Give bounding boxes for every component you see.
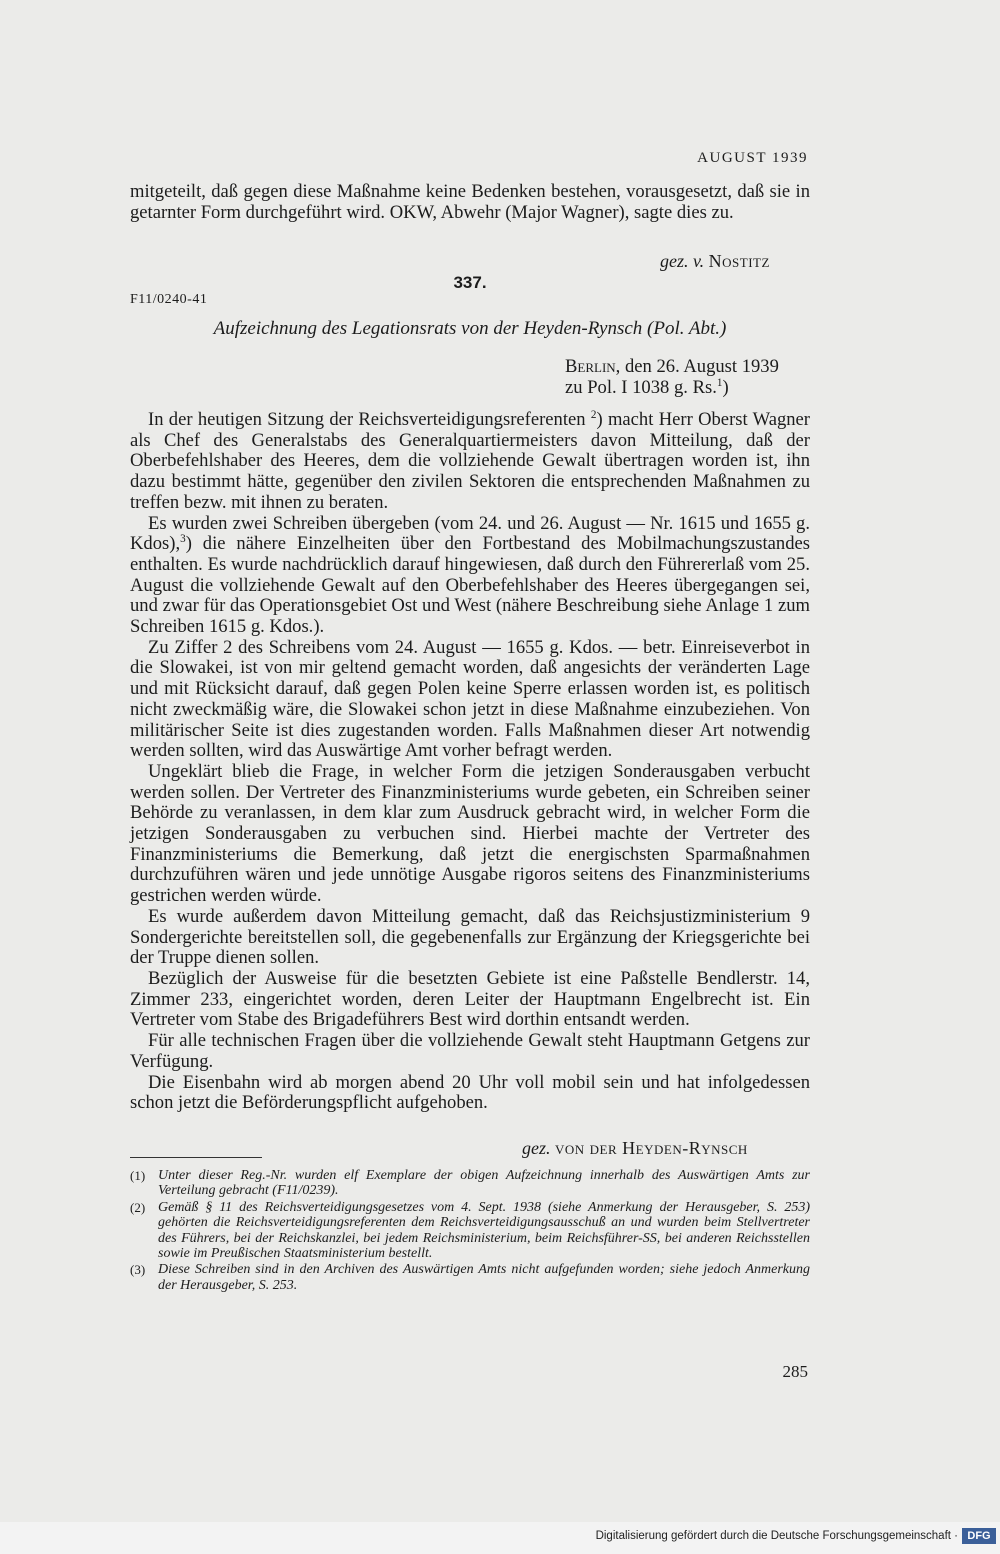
reference-text: zu Pol. I 1038 g. Rs. (565, 376, 717, 398)
reference-note: 1 (716, 376, 723, 389)
body-paragraph (130, 514, 810, 638)
footnote-text: Diese Schreiben sind in den Archiven des Auswärtigen Amts nicht aufgefunden worden; siehe jedoch Anmerkung der Herausgeber, S. 253. (158, 1262, 810, 1293)
footnote-text: Unter dieser Reg.-Nr. wurden elf Exemplare der obigen Aufzeichnung innerhalb des Auswärtigen Amts zur Verteilung gebracht (F11/0239). (158, 1168, 810, 1199)
running-head: AUGUST 1939 (697, 150, 808, 166)
continuation-text: mitgeteilt, daß gegen diese Maßnahme keine Bedenken bestehen, vorausgesetzt, daß sie in getarnter Form durchgeführt wird. OKW, Abwehr (Major Wagner), sagte dies zu. (130, 181, 810, 223)
previous-signature (660, 251, 770, 272)
page-number: 285 (782, 1362, 808, 1381)
footnote (130, 1168, 810, 1199)
footer-credit: Digitalisierung gefördert durch die Deutsche Forschungsgemeinschaft · (595, 1530, 958, 1542)
paragraph-text: In der heutigen Sitzung der Reichsverteidigungsreferenten (148, 409, 591, 430)
dfg-logo: DFG (962, 1528, 996, 1544)
paragraph-text: Es wurde außerdem davon Mitteilung gemacht, daß das Reichsjustizministerium 9 Sondergerichte bereitstellen soll, die gegebenenfalls zur Ergänzung der Kriegsgerichte bei der Truppe dienen sollen. (130, 905, 810, 969)
footnote-divider (130, 1157, 262, 1158)
body-paragraph (130, 410, 810, 514)
footnote (130, 1262, 810, 1293)
signature-name: von der Heyden-Rynsch (555, 1138, 748, 1158)
footnote-marker: (3) (130, 1262, 146, 1278)
footnote-marker: (1) (130, 1168, 146, 1183)
footnotes (130, 1168, 810, 1294)
body-paragraph (130, 638, 810, 762)
place-date-line (565, 357, 779, 378)
digitization-footer (0, 1522, 1000, 1554)
body-paragraph (130, 907, 810, 969)
footnote-text: Gemäß § 11 des Reichsverteidigungsgesetzes vom 4. Sept. 1938 (siehe Anmerkung der Herausgeber, S. 253) gehörten die Reichsverteidigungsreferenten dem Reichsverteidigungsausschuß an und wurden beim Stellvertreter des Führers, bei der Reichskanzlei, bei jedem Reichsministerium, beim Reichsführer-SS, bei anderen Reichsstellen sowie im Preußischen Staatsministerium bestellt. (158, 1199, 810, 1262)
footnote-ref: 2 (590, 408, 597, 421)
signature-name: Nostitz (708, 251, 770, 271)
document-title: Aufzeichnung des Legationsrats von der Heyden-Rynsch (Pol. Abt.) (213, 318, 727, 339)
reference-line: zu Pol. I 1038 g. Rs.$^1$) (565, 376, 729, 398)
paragraph-text: Bezüglich der Ausweise für die besetzten Gebiete ist eine Paßstelle Bendlerstr. 14, Zimmer 233, eingerichtet worden, deren Leiter der Hauptmann Engelbrecht ist. Ein Vertreter vom Stabe des Brigadeführers Best wird dorthin entsandt werden. (130, 967, 810, 1031)
paragraph-text: Die Eisenbahn wird ab morgen abend 20 Uhr voll mobil sein und hat infolgedessen schon jetzt die Beförderungspflicht aufgehoben. (130, 1071, 810, 1114)
body-paragraph (130, 762, 810, 907)
body-paragraph (130, 1073, 810, 1114)
paragraph-text: ) die nähere Einzelheiten über den Fortbestand des Mobilmachungszustandes enthalten. Es wurde nachdrücklich darauf hingewiesen, daß durch den Führererlaß vom 25. August die vollziehende Gewalt auf den Oberbefehlshaber des Heeres übergegangen sei, und zwar für das Operationsgebiet Ost und West (nähere Beschreibung siehe Anlage 1 zum Schreiben 1615 g. Kdos.). (130, 533, 810, 638)
paragraph-text: Zu Ziffer 2 des Schreibens vom 24. August — 1655 g. Kdos. — betr. Einreiseverbot in die Slowakei, ist von mir geltend gemacht worden, daß angesichts der veränderten Lage und mit Rücksicht darauf, daß gegen Polen keine Sperre erlassen worden ist, es politisch nicht zweckmäßig wäre, die Slowakei schon jetzt in diese Maßnahme einzubeziehen. Von militärischer Seite ist dies zugestanden worden. Falls Maßnahmen dieser Art notwendig werden sollten, wird das Auswärtige Amt vorher befragt werden. (130, 636, 810, 762)
place-date-block (565, 357, 779, 398)
signature-prefix: gez. v. (660, 251, 705, 271)
body-text (130, 410, 810, 1114)
closing-signature (522, 1138, 748, 1159)
footnote-ref: 3 (180, 533, 186, 546)
signature-prefix: gez. (522, 1138, 551, 1158)
file-reference: F11/0240-41 (130, 292, 208, 307)
footnote (130, 1200, 810, 1262)
continuation-paragraph (130, 182, 810, 223)
place: Berlin, (565, 356, 621, 377)
paragraph-text: Es wurden zwei Schreiben übergeben (vom 24. und 26. August — Nr. 1615 und 1655 g. Kdos), (130, 512, 810, 555)
date: den 26. August 1939 (624, 356, 779, 377)
paragraph-text: Für alle technischen Fragen über die vollziehende Gewalt steht Hauptmann Getgens zur Verfügung. (130, 1030, 810, 1072)
paragraph-text: Ungeklärt blieb die Frage, in welcher Form die jetzigen Sonderausgaben verbucht werden sollen. Der Vertreter des Finanzministeriums wurde gebeten, ein Schreiben seiner Behörde zu veranlassen, in dem klar zum Ausdruck gebracht wird, in welcher Form die jetzigen Sonderausgaben zu verbuchen sind. Hierbei machte der Vertreter des Finanzministeriums die Bemerkung, daß jetzt die energischsten Sparmaßnahmen durchzuführen wären und jede unnötige Ausgabe rigoros seitens des Finanzministeriums gestrichen werden würde. (130, 760, 810, 907)
body-paragraph (130, 1031, 810, 1072)
paragraph-text: ) macht Herr Oberst Wagner als Chef des Generalstabs des Generalquartiermeisters davon Mitteilung, daß der Oberbefehlshaber des Heeres, dem die vollziehende Gewalt übertragen worden ist, ihn dazu bestimmt hätte, gegenüber den zivilen Sektoren die entsprechenden Maßnahmen zu treffen bezw. mit ihnen zu beraten. (130, 409, 810, 513)
document-number: 337. (453, 273, 487, 292)
footnote-marker: (2) (130, 1199, 146, 1215)
body-paragraph (130, 969, 810, 1031)
